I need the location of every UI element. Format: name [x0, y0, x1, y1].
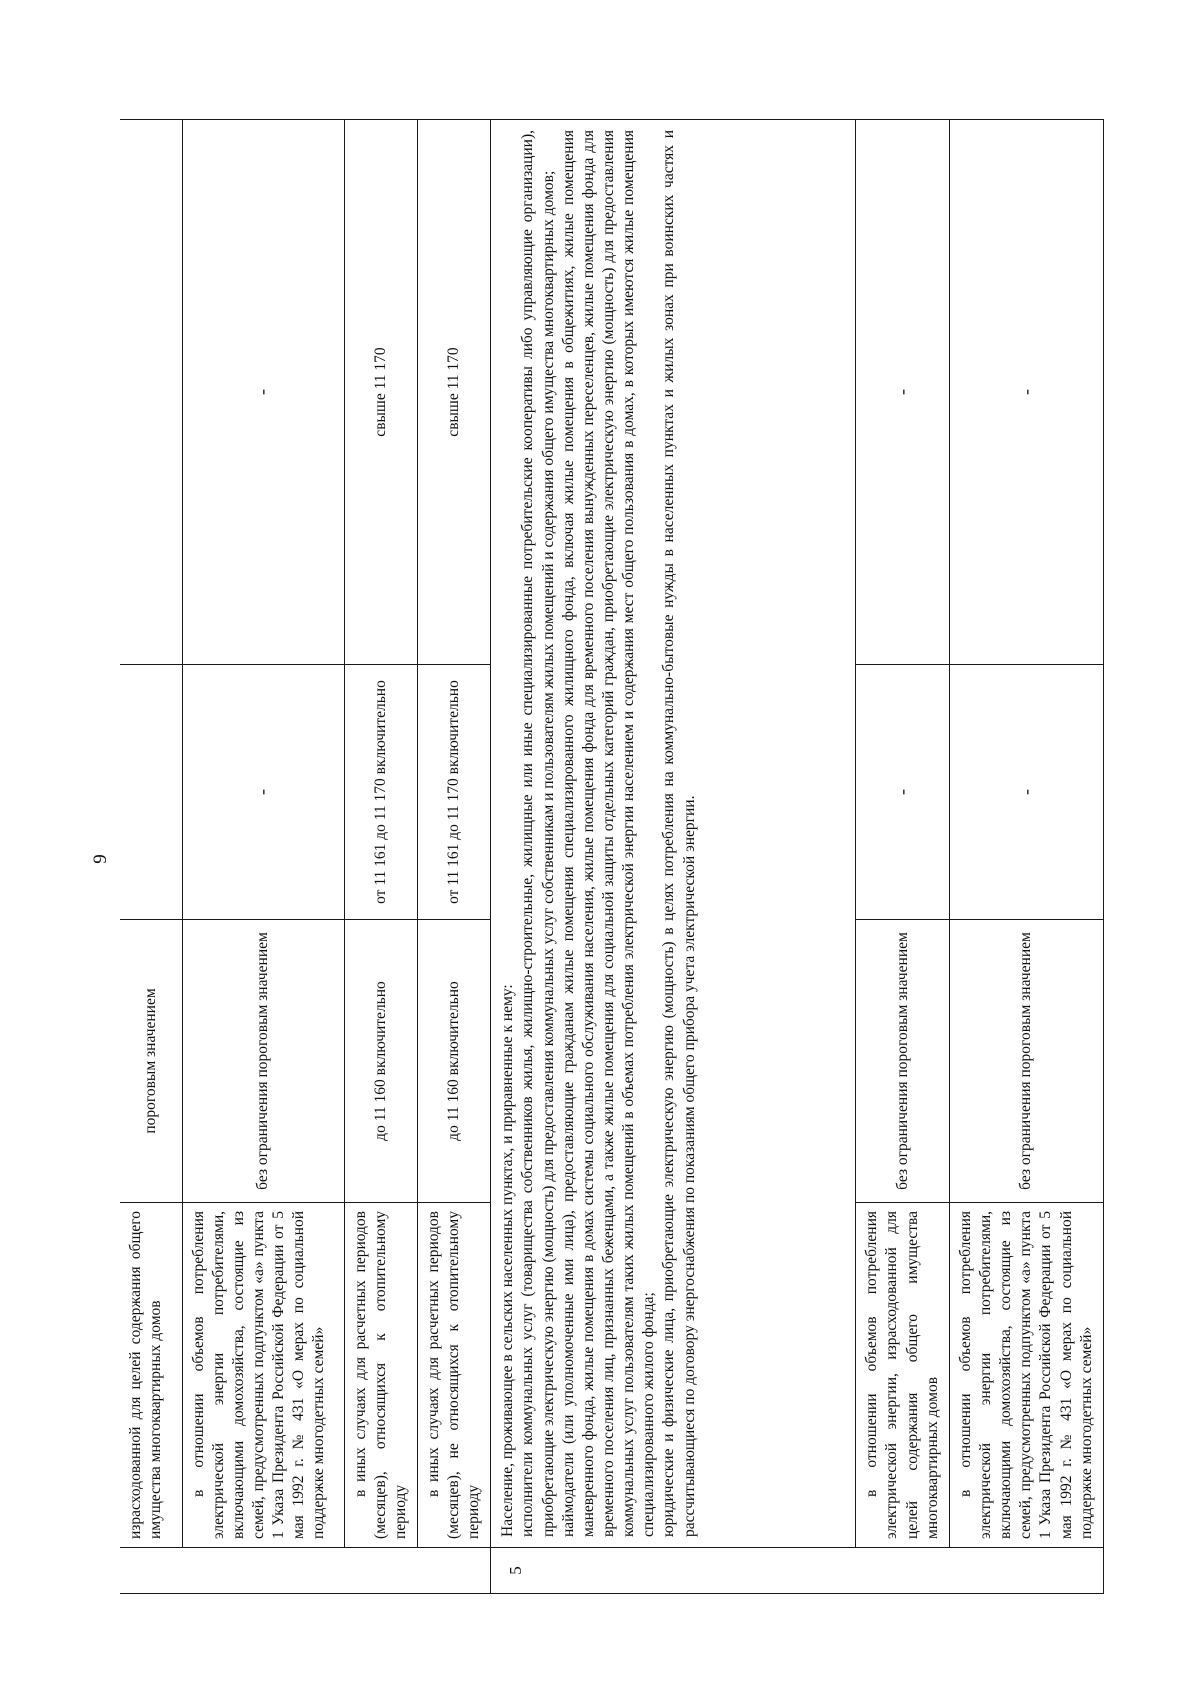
section-paragraph: Население, проживающее в сельских населенных пунктах, и приравненные к нему:	[499, 984, 517, 1537]
threshold-cell-2: -	[949, 665, 1103, 920]
table-row	[856, 120, 950, 1594]
row-description: в отношении объемов потребления электрической энергии потребителями, включающими домохозяйства, состоящие из семей, предусмотренных подпунктом «а» пункта 1 Указа Президента Российской Федерации от 5 мая 1992 г. № 431 «О мерах по социальной поддержке многодетных семей»	[182, 1203, 344, 1548]
row-number-cell	[120, 1548, 491, 1594]
row-number-cell: 5	[491, 1548, 1104, 1594]
threshold-cell-3: -	[949, 120, 1103, 665]
row-description: в отношении объемов потребления электрической энергии, израсходованной для целей содержания общего имущества многоквартирных домов	[856, 1203, 950, 1548]
table-row	[949, 120, 1103, 1594]
table-row	[417, 120, 490, 1594]
threshold-cell-2: от 11 161 до 11 170 включительно	[344, 665, 417, 920]
threshold-cell-2: от 11 161 до 11 170 включительно	[417, 665, 490, 920]
section-paragraph: наймодатели (или уполномоченные ими лица), предоставляющие гражданам жилые помещения специализированного жилищного фонда, включая жилые помещения в общежитиях, жилые помещения маневренного фонда, жилые помещения в домах системы социального обслуживания населения, жилые помещения фонда для временного поселения вынужденных переселенцев, жилые помещения фонда для временного поселения лиц, признанных беженцами, а также жилые помещения для социальной защиты отдельных категорий граждан, приобретающие электрическую энергию (мощность) для предоставления коммунальных услуг пользователям таких жилых помещений в объемах потребления электрической энергии населением и содержания мест общего пользования в домах, в которых имеются жилые помещения специализированного жилого фонда;	[559, 130, 658, 1537]
tariff-table	[120, 119, 1104, 1594]
table-row	[120, 120, 182, 1594]
threshold-cell-1: без ограничения пороговым значением	[949, 920, 1103, 1203]
table-row	[491, 120, 856, 1594]
threshold-cell-1: до 11 160 включительно	[344, 920, 417, 1203]
table-row	[344, 120, 417, 1594]
threshold-cell-3: -	[856, 120, 950, 665]
row-description: израсходованной для целей содержания общего имущества многоквартирных домов	[120, 1203, 182, 1548]
section-description	[491, 120, 856, 1548]
row-description: в иных случаях для расчетных периодов (месяцев), не относящихся к отопительному периоду	[417, 1203, 490, 1548]
section-paragraph: юридические и физические лица, приобретающие электрическую энергию (мощность) в целях потребления на коммунально-бытовые нужды в населенных пунктах и жилых зонах при воинских частях и рассчитывающиеся по договору энергоснабжения по показаниям общего прибора учета электрической энергии.	[660, 130, 698, 1537]
threshold-cell-3	[120, 120, 182, 665]
row-description: в отношении объемов потребления электрической энергии потребителями, включающими домохозяйства, состоящие из семей, предусмотренных подпунктом «а» пункта 1 Указа Президента Российской Федерации от 5 мая 1992 г. № 431 «О мерах по социальной поддержке многодетных семей»	[949, 1203, 1103, 1548]
threshold-cell-2	[120, 665, 182, 920]
threshold-cell-3: свыше 11 170	[344, 120, 417, 665]
page-number: 9	[90, 854, 111, 864]
threshold-cell-3: свыше 11 170	[417, 120, 490, 665]
rotated-table-wrapper	[120, 120, 1095, 1594]
threshold-cell-3: -	[182, 120, 344, 665]
threshold-cell-1: пороговым значением	[120, 920, 182, 1203]
threshold-cell-1: до 11 160 включительно	[417, 920, 490, 1203]
threshold-cell-2: -	[182, 665, 344, 920]
table-row	[182, 120, 344, 1594]
threshold-cell-1: без ограничения пороговым значением	[182, 920, 344, 1203]
threshold-cell-2: -	[856, 665, 950, 920]
section-paragraph: исполнители коммунальных услуг (товарищества собственников жилья, жилищно-строительные, жилищные или иные специализированные потребительские кооперативы либо управляющие организации), приобретающие электрическую энергию (мощность) для предоставления коммунальных услуг собственникам и пользователям жилых помещений и содержания общего имущества многоквартирных домов;	[519, 130, 557, 1537]
row-description: в иных случаях для расчетных периодов (месяцев), относящихся к отопительному периоду	[344, 1203, 417, 1548]
threshold-cell-1: без ограничения пороговым значением	[856, 920, 950, 1203]
